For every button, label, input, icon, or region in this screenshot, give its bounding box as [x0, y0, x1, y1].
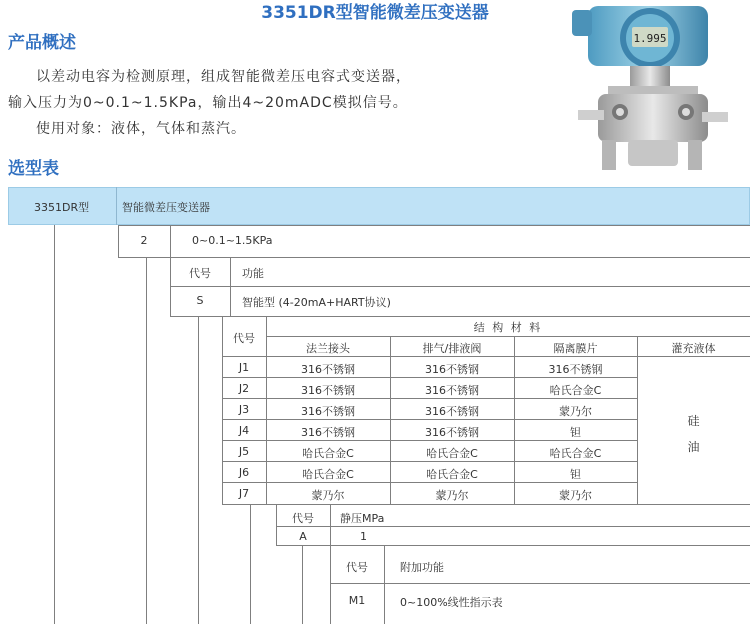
material-group-header: 结 构 材 料 [473, 321, 543, 334]
material-row-code: J3 [238, 403, 250, 416]
function-code: S [196, 294, 204, 307]
material-row-cell: 哈氏合金C [302, 447, 354, 460]
page-title: 3351DR型智能微差压变送器 [261, 3, 489, 23]
material-row-cell: 蒙乃尔 [559, 405, 592, 418]
overview-heading: 产品概述 [8, 33, 76, 53]
function-header-label: 功能 [242, 267, 264, 280]
material-row-cell: 316不锈钢 [301, 426, 355, 439]
material-row-cell: 316不锈钢 [425, 384, 479, 397]
material-row-cell: 316不锈钢 [425, 426, 479, 439]
material-row-code: J5 [238, 445, 250, 458]
material-row-cell: 316不锈钢 [425, 363, 479, 376]
material-row-cell: 316不锈钢 [548, 363, 603, 376]
material-fill-char-1: 硅 [687, 414, 700, 428]
addon-header-code: 代号 [346, 561, 368, 574]
material-code-header: 代号 [233, 332, 255, 345]
material-row-code: J7 [238, 487, 250, 500]
material-row-cell: 哈氏合金C [426, 447, 478, 460]
material-row-code: J4 [238, 424, 250, 437]
material-row-cell: 316不锈钢 [301, 363, 355, 376]
material-row-cell: 蒙乃尔 [559, 489, 592, 502]
material-row-code: J2 [238, 382, 250, 395]
range-value: 0~0.1~1.5KPa [192, 234, 273, 247]
material-column-diaphragm: 隔离膜片 [553, 342, 598, 355]
addon-header-label: 附加功能 [400, 561, 444, 574]
model-description: 智能微差压变送器 [122, 201, 210, 214]
material-row-cell: 蒙乃尔 [311, 489, 345, 502]
transmitter-product-image [568, 0, 748, 180]
material-row-code: J1 [238, 361, 250, 374]
material-row-cell: 哈氏合金C [426, 468, 478, 481]
material-fill-char-2: 油 [687, 440, 700, 454]
static-code: A [299, 530, 307, 543]
material-row-cell: 哈氏合金C [549, 384, 602, 397]
material-row-code: J6 [238, 466, 250, 479]
material-row-cell: 哈氏合金C [549, 447, 602, 460]
display-readout: 1.995 [633, 32, 667, 45]
material-row-cell: 316不锈钢 [425, 405, 479, 418]
material-row-cell: 钽 [570, 468, 581, 481]
addon-value: 0~100%线性指示表 [400, 596, 503, 609]
overview-line-3: 使用对象：液体，气体和蒸汽。 [36, 121, 246, 137]
function-label: 智能型 (4-20mA+HART协议) [242, 296, 391, 309]
material-column-flange: 法兰接头 [306, 342, 350, 355]
material-row-cell: 蒙乃尔 [435, 489, 469, 502]
static-value: 1 [360, 530, 367, 543]
material-column-fill: 灌充液体 [671, 342, 716, 355]
overview-line-2: 输入压力为0~0.1~1.5KPa，输出4~20mADC模拟信号。 [8, 95, 408, 111]
static-header-label: 静压MPa [340, 512, 385, 525]
static-header-code: 代号 [292, 512, 314, 525]
material-row-cell: 316不锈钢 [301, 384, 355, 397]
selection-heading: 选型表 [8, 159, 59, 179]
range-code: 2 [140, 234, 148, 247]
material-row-cell: 316不锈钢 [301, 405, 355, 418]
function-header-code: 代号 [189, 267, 211, 280]
material-column-valve: 排气/排液阀 [422, 342, 482, 355]
material-row-cell: 钽 [570, 426, 581, 439]
addon-code: M1 [348, 594, 366, 607]
overview-line-1: 以差动电容为检测原理，组成智能微差压电容式变送器， [36, 69, 411, 85]
model-header-row [8, 187, 750, 225]
model-code: 3351DR型 [34, 201, 90, 214]
material-row-cell: 哈氏合金C [302, 468, 354, 481]
